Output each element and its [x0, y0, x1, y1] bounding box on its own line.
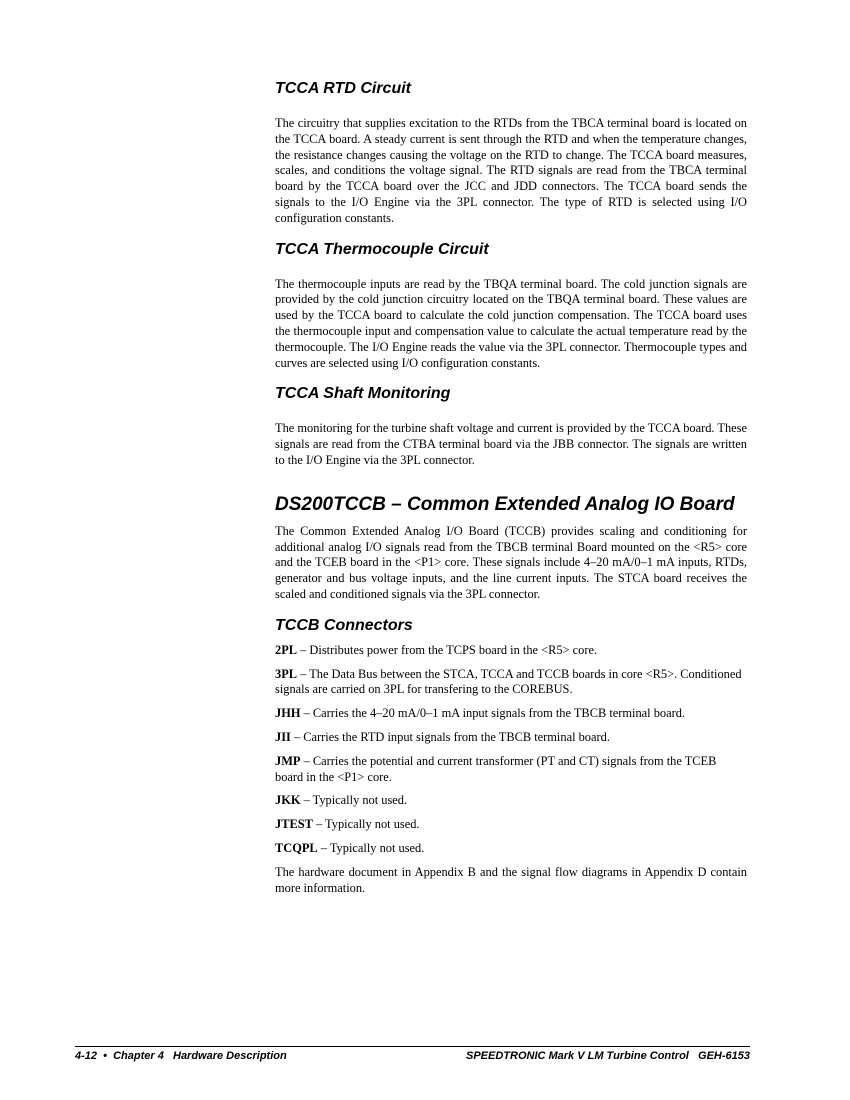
connector-item-tcqpl — [275, 841, 747, 857]
paragraph-shaft-monitoring: The monitoring for the turbine shaft voltage and current is provided by the TCCA board. These signals are read from the CTBA terminal board via the JBB connector. The signals are written to the I/O Engine via the 3PL connector. — [275, 421, 747, 467]
page-content — [275, 78, 747, 896]
connector-desc: – Typically not used. — [312, 817, 420, 832]
connector-item-jtest — [275, 817, 747, 833]
connector-item-jkk — [275, 793, 747, 809]
paragraph-closing-note: The hardware document in Appendix B and the signal flow diagrams in Appendix D contain more information. — [275, 864, 747, 895]
paragraph-tccb-board: The Common Extended Analog I/O Board (TCCB) provides scaling and conditioning for additional analog I/O signals read from the TBCB terminal Board mounted on the <R5> core and the TCEB board in the <P1> core. These signals include 4–20 mA/0–1 mA inputs, RTDs, generator and bus voltage inputs, and the line current inputs. The STCA board receives the scaled and conditioned signals via the 3PL connector. — [275, 523, 747, 601]
connector-item-2pl — [275, 643, 747, 659]
connector-desc: – Carries the RTD input signals from the TBCB terminal board. — [290, 729, 610, 744]
section-title-tccb-connectors: TCCB Connectors — [275, 616, 413, 634]
connector-item-3pl — [275, 667, 747, 699]
connector-desc: – Distributes power from the TCPS board in the <R5> core. — [297, 642, 598, 657]
connector-term: 2PL — [275, 642, 298, 657]
connector-term: JHH — [275, 706, 301, 721]
connector-term: 3PL — [275, 666, 298, 681]
footer-document-title: SPEEDTRONIC Mark V LM Turbine Control GEH-6153 — [465, 1050, 750, 1062]
paragraph-rtd-circuit: The circuitry that supplies excitation to the RTDs from the TBCA terminal board is located on the TCCA board. A steady current is sent through the RTD and when the temperature changes, the resistance changes causing the voltage on the RTD to change. The TCCA board measures, scales, and conditions the voltage signal. The RTD signals are read from the TBCA terminal board by the TCCA board over the JCC and JDD connectors. The TCCA board sends the signals to the I/O Engine via the 3PL connector. The type of RTD is selected using I/O configuration constants. — [275, 116, 747, 225]
paragraph-thermocouple-circuit: The thermocouple inputs are read by the TBQA terminal board. The cold junction signals are provided by the cold junction circuitry located on the TBQA terminal board. These values are used by the TCCA board to calculate the cold junction compensation. The TCCA board uses the thermocouple input and compensation value to calculate the actual temperature read by the thermocouple. The I/O Engine reads the value via the 3PL connector. Thermocouple types and curves are selected using I/O configuration constants. — [275, 276, 747, 370]
page-footer — [75, 1046, 750, 1065]
connector-desc: – Carries the 4–20 mA/0–1 mA input signals from the TBCB terminal board. — [300, 706, 686, 721]
connector-term: JKK — [275, 793, 301, 808]
heading-tccb-board: DS200TCCB – Common Extended Analog IO Board — [275, 493, 735, 515]
connector-item-jmp — [275, 754, 747, 786]
connector-term: TCQPL — [275, 840, 318, 855]
footer-page-chapter: 4-12 • Chapter 4 Hardware Description — [75, 1050, 287, 1062]
section-title-thermocouple-circuit: TCCA Thermocouple Circuit — [275, 240, 489, 258]
connector-desc: – The Data Bus between the STCA, TCCA and TCCB boards in core <R5>. Conditioned signals are carried on 3PL for transfering to the COREBUS. — [275, 666, 742, 697]
connector-item-jhh — [275, 706, 747, 722]
connector-desc: – Typically not used. — [300, 793, 408, 808]
connector-desc: – Typically not used. — [317, 840, 425, 855]
connector-term: JTEST — [275, 817, 313, 832]
connector-term: JMP — [275, 753, 301, 768]
section-title-rtd-circuit: TCCA RTD Circuit — [275, 80, 411, 97]
section-title-shaft-monitoring: TCCA Shaft Monitoring — [275, 385, 451, 403]
connector-desc: – Carries the potential and current transformer (PT and CT) signals from the TCEB board in the <P1> core. — [275, 753, 717, 784]
connector-term: JII — [275, 729, 291, 744]
connector-item-jii — [275, 730, 747, 746]
